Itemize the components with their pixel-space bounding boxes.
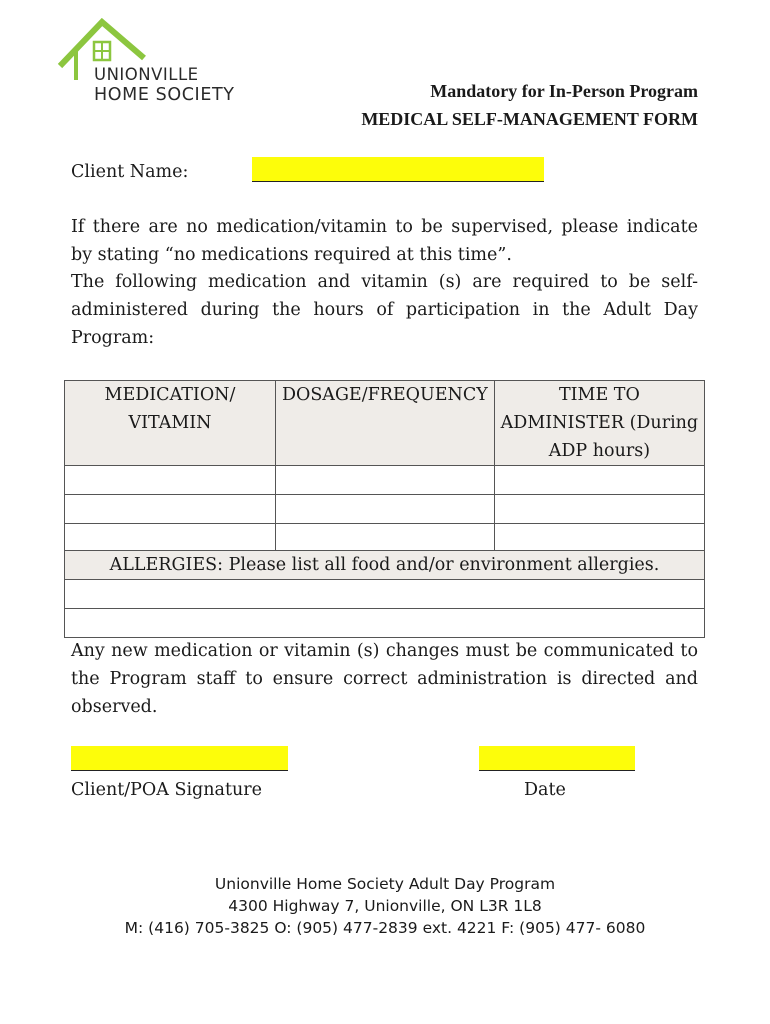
logo-line-2: HOME SOCIETY	[94, 85, 235, 105]
client-name-field[interactable]	[252, 157, 544, 182]
intro-paragraph-1: If there are no medication/vitamin to be supervised, please indicate by stating “no medications required at this time”.	[71, 217, 698, 265]
medication-cell[interactable]	[65, 524, 276, 553]
medication-table-header	[65, 381, 705, 466]
table-row	[65, 466, 705, 495]
client-signature-label: Client/POA Signature	[71, 780, 262, 800]
allergies-header: ALLERGIES: Please list all food and/or environment allergies.	[65, 551, 705, 580]
form-header	[361, 77, 698, 133]
table-row	[65, 580, 705, 609]
medication-cell[interactable]	[65, 466, 276, 495]
dosage-cell[interactable]	[275, 495, 494, 524]
time-cell[interactable]	[494, 524, 704, 553]
client-name-label: Client Name:	[71, 162, 189, 182]
time-header: TIME TO ADMINISTER (During ADP hours)	[494, 381, 704, 466]
logo-line-1: UNIONVILLE	[94, 65, 199, 84]
header-subtitle: Mandatory for In-Person Program	[430, 81, 698, 101]
client-signature-field[interactable]	[71, 746, 288, 771]
medication-table	[64, 380, 705, 553]
footer	[0, 873, 770, 939]
allergies-table	[64, 550, 705, 638]
logo	[56, 18, 256, 108]
form-title: MEDICAL SELF-MANAGEMENT FORM	[361, 109, 698, 129]
date-label: Date	[524, 780, 566, 800]
time-cell[interactable]	[494, 466, 704, 495]
allergy-cell[interactable]	[65, 609, 705, 638]
dosage-header: DOSAGE/FREQUENCY	[275, 381, 494, 466]
allergy-cell[interactable]	[65, 580, 705, 609]
allergies-header-row	[65, 551, 705, 580]
footer-address: 4300 Highway 7, Unionville, ON L3R 1L8	[228, 897, 542, 915]
table-row	[65, 495, 705, 524]
date-field[interactable]	[479, 746, 635, 771]
time-cell[interactable]	[494, 495, 704, 524]
dosage-cell[interactable]	[275, 466, 494, 495]
medication-header: MEDICATION/ VITAMIN	[65, 381, 276, 466]
table-row	[65, 609, 705, 638]
footer-phone-numbers: M: (416) 705-3825 O: (905) 477-2839 ext. 4221 F: (905) 477- 6080	[124, 919, 646, 937]
intro-paragraph-2: The following medication and vitamin (s) are required to be self-administered during the hours of participation in the Adult Day Program:	[71, 272, 698, 348]
dosage-cell[interactable]	[275, 524, 494, 553]
footer-org-name: Unionville Home Society Adult Day Program	[214, 875, 556, 893]
medication-cell[interactable]	[65, 495, 276, 524]
table-row	[65, 524, 705, 553]
notice-paragraph: Any new medication or vitamin (s) changes must be communicated to the Program staff to ensure correct administration is directed and observed.	[71, 641, 698, 717]
